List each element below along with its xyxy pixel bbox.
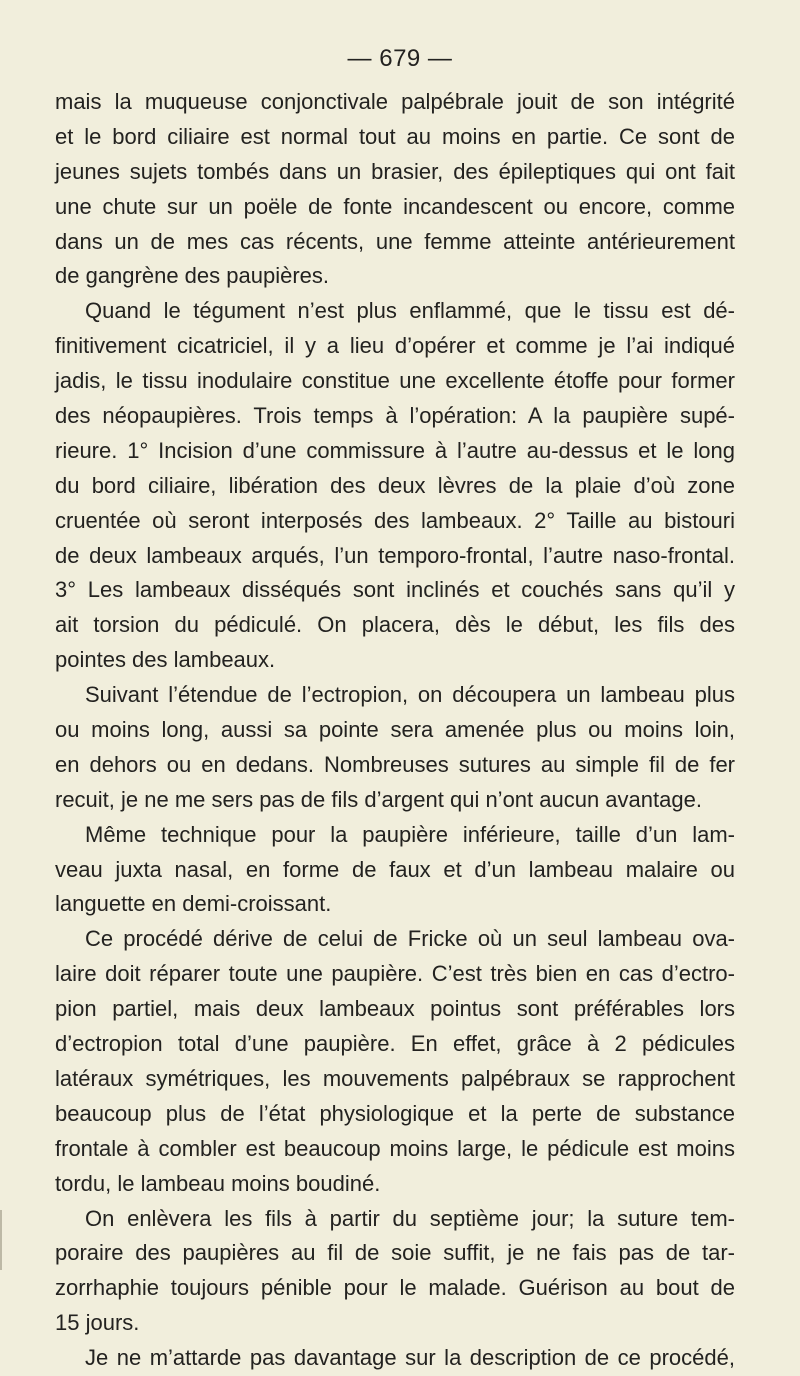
text-line: une chute sur un poële de fonte incandescent ou encore, comme	[55, 193, 735, 219]
text-line: frontale à combler est beaucoup moins large, le pédicule est moins	[55, 1135, 735, 1161]
text-line: mais la muqueuse conjonctivale palpébrale jouit de son intégrité	[55, 89, 735, 114]
text-line: d’ectropion total d’une paupière. En effet, grâce à 2 pédicules	[55, 1031, 735, 1057]
text-line: des néopaupières. Trois temps à l’opération: A la paupière supé-	[55, 403, 735, 429]
text-line: On enlèvera les fils à partir du septième jour; la suture tem-	[85, 1205, 735, 1231]
text-line: laire doit réparer toute une paupière. C’est très bien en cas d’ectro-	[55, 961, 735, 987]
text-line: recuit, je ne me sers pas de fils d’argent qui n’ont aucun avantage.	[55, 786, 702, 812]
page-number: — 679 —	[347, 45, 453, 72]
text-line: pion partiel, mais deux lambeaux pointus sont préférables lors	[55, 996, 735, 1022]
text-line: tordu, le lambeau moins boudiné.	[55, 1170, 381, 1196]
text-line: du bord ciliaire, libération des deux lèvres de la plaie d’où zone	[55, 472, 735, 498]
text-line: Je ne m’attarde pas davantage sur la description de ce procédé,	[85, 1345, 735, 1371]
text-line: 3° Les lambeaux disséqués sont inclinés et couchés sans qu’il y	[55, 577, 735, 603]
text-line: rieure. 1° Incision d’une commissure à l’autre au-dessus et le long	[55, 437, 735, 463]
text-line: 15 jours.	[55, 1310, 140, 1336]
text-line: languette en demi-croissant.	[55, 891, 332, 917]
text-line: veau juxta nasal, en forme de faux et d’un lambeau malaire ou	[55, 856, 735, 882]
text-line: poraire des paupières au fil de soie suffit, je ne fais pas de tar-	[55, 1240, 735, 1266]
text-line: jeunes sujets tombés dans un brasier, des épileptiques qui ont fait	[55, 158, 735, 184]
text-line: dans un de mes cas récents, une femme atteinte antérieurement	[55, 228, 735, 254]
text-line: cruentée où seront interposés des lambeaux. 2° Taille au bistouri	[55, 507, 735, 533]
text-line: Quand le tégument n’est plus enflammé, que le tissu est dé-	[85, 298, 735, 324]
text-line: ait torsion du pédiculé. On placera, dès le début, les fils des	[55, 612, 735, 638]
text-line: pointes des lambeaux.	[55, 647, 276, 673]
text-line: de deux lambeaux arqués, l’un temporo-frontal, l’autre naso-frontal.	[55, 542, 735, 568]
text-line: zorrhaphie toujours pénible pour le malade. Guérison au bout de	[55, 1275, 735, 1301]
text-line: finitivement cicatriciel, il y a lieu d’opérer et comme je l’ai indiqué	[55, 333, 735, 359]
text-line: Suivant l’étendue de l’ectropion, on découpera un lambeau plus	[85, 682, 735, 708]
body-text	[55, 85, 735, 1376]
text-line: ou moins long, aussi sa pointe sera amenée plus ou moins loin,	[55, 717, 735, 743]
text-line: en dehors ou en dedans. Nombreuses sutures au simple fil de fer	[55, 751, 735, 777]
text-line: et le bord ciliaire est normal tout au moins en partie. Ce sont de	[55, 123, 735, 149]
text-line: latéraux symétriques, les mouvements palpébraux se rapprochent	[55, 1065, 735, 1091]
text-line: de gangrène des paupières.	[55, 263, 329, 289]
text-line: Même technique pour la paupière inférieure, taille d’un lam-	[85, 821, 735, 847]
page-edge-mark	[0, 1210, 2, 1270]
text-line: beaucoup plus de l’état physiologique et la perte de substance	[55, 1100, 735, 1126]
text-line: Ce procédé dérive de celui de Fricke où un seul lambeau ova-	[85, 926, 735, 952]
text-line: jadis, le tissu inodulaire constitue une excellente étoffe pour former	[55, 368, 735, 394]
